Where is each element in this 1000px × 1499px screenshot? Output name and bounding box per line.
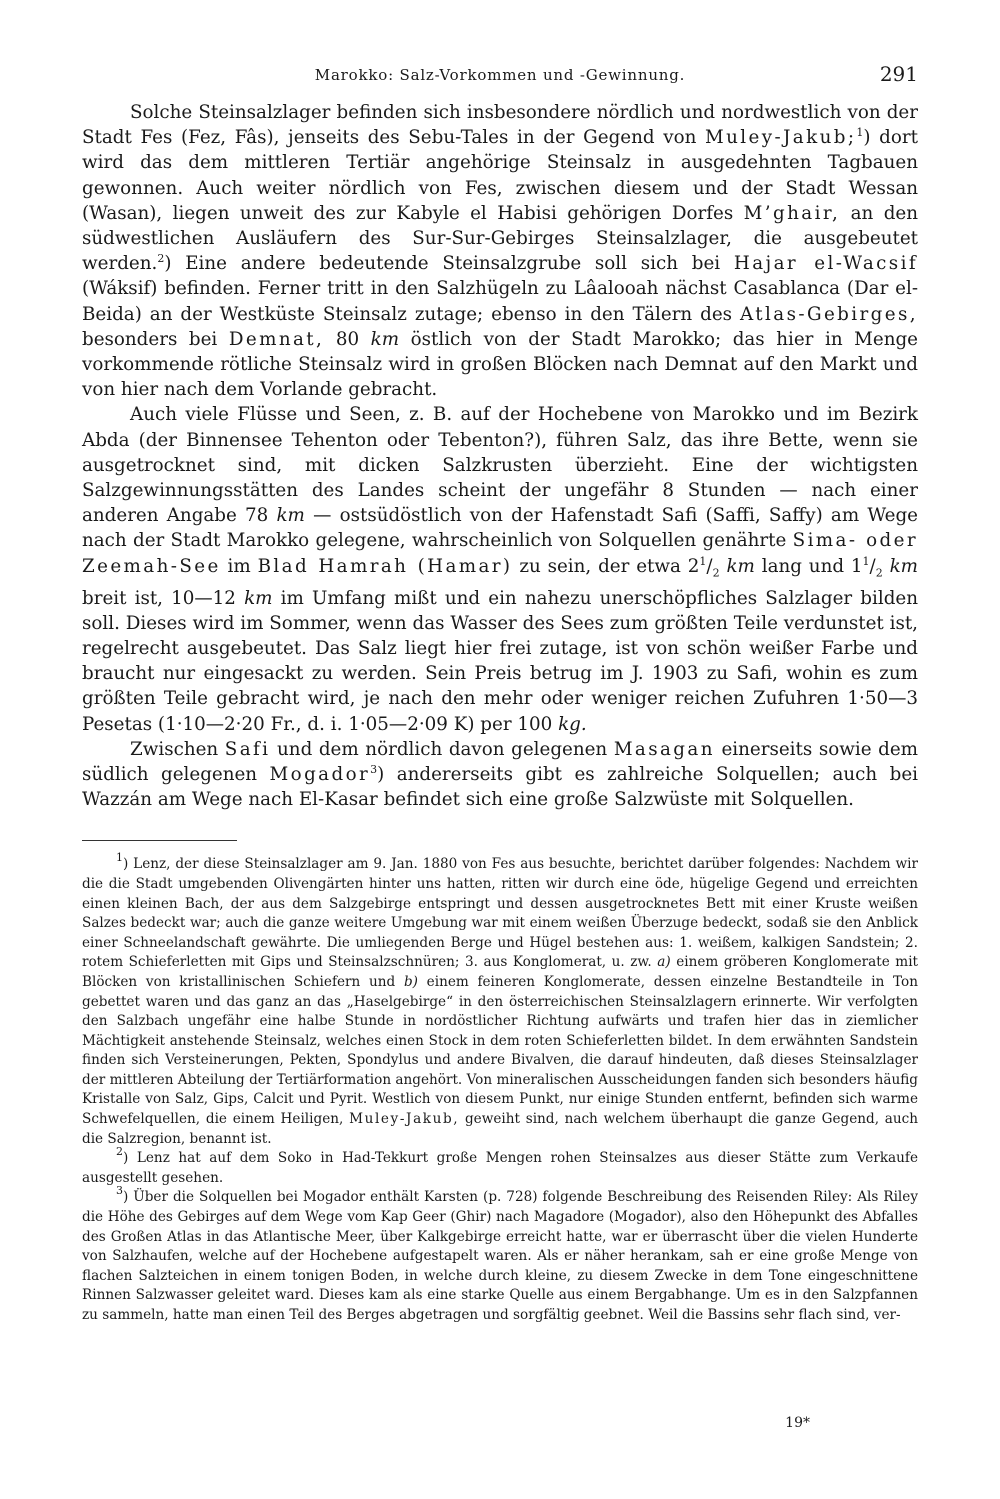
paragraph-2: Auch viele Flüsse und Seen, z. B. auf der Hochebene von Marokko und im Bezirk Abda (der Binnensee Tehenton oder Tebenton?), führen Salz, das ihre Bette, wenn sie ausgetrocknet sind, mit dicken Salzkrusten überzieht. Eine der wichtigsten Salzgewinnungsstätten des Landes scheint der ungefähr 8 Stunden — nach einer anderen Angabe 78 km — ostsüdöstlich von der Hafenstadt Safi (Saffi, Saffy) am Wege nach der Stadt Marokko gelegene, wahrscheinlich von Solquellen genährte Sima- oder Zeemah-See im Blad Hamrah (Hamar) zu sein, der etwa $2^1/_2$ km lang und $1^1/_2$ km breit ist, 10—12 km im Umfang mißt und ein nahezu unerschöpfliches Salzlager bilden soll. Dieses wird im Sommer, wenn das Wasser des Sees zum größten Teile verdunstet ist, regelrecht ausgebeutet. Das Salz liegt hier frei zutage, ist von schön weißer Farbe und braucht nur eingesackt zu werden. Sein Preis betrug im J. 1903 zu Safi, wohin es zum größten Teile gebracht wird, je nach den mehr oder weniger reichen Zufuhren 1·50—3 Pesetas (1·10—2·20 Fr., d. i. 1·05—2·09 K) per 100 kg. [82, 404, 918, 735]
footnote-divider [82, 840, 237, 841]
footnote-ref-3[interactable]: 3 [370, 762, 378, 776]
footnote-ref-2[interactable]: 2 [157, 252, 165, 266]
footnotes [82, 851, 919, 1325]
footnote-3: $^3$) Über die Solquellen bei Mogador enthält Karsten (p. 728) folgende Beschreibung des Reisenden Riley: Als Riley die Höhe des Gebirges auf dem Wege vom Kap Geer (Ghir) nach Magadore (Mogador), also den Höhepunkt des Abfalles des Großen Atlas in das Atlantische Meer, über Kalkgebirge erreicht hatte, war er überrascht über die vielen Hunderte von Salzhaufen, welche auf der Hochebene aufgestapelt waren. Als er näher herankam, sah er eine große Menge von flachen Salzteichen in einem tonigen Boden, in welche durch kleine, zu diesem Zwecke in dem Tone eingeschnittene Rinnen Salzwasser geleitet ward. Dieses kam als eine starke Quelle aus einem Bergabhange. Um es in den Salzpfannen zu sammeln, hatte man einen Teil des Berges abgetragen und sorgfältig geebnet. Weil die Bassins sehr flach sind, ver- [82, 1184, 918, 1323]
paragraph-1: Solche Steinsalzlager befinden sich insbesondere nördlich und nordwestlich von der Stadt Fes (Fez, Fâs), jenseits des Sebu-Tales in der Gegend von Muley-Jakub;$^1$) dort wird das dem mittleren Tertiär angehörige Steinsalz in ausgedehnten Tagbauen gewonnen. Auch weiter nördlich von Fes, zwischen diesem und der Stadt Wessan (Wasan), liegen unweit des zur Kabyle el Habisi gehörigen Dorfes M’ghair, an den südwestlichen Ausläufern des Sur-Sur-Gebirges Steinsalzlager, die ausgebeutet werden.$^2$) Eine andere bedeutende Steinsalzgrube soll sich bei Hajar el-Wacsif (Wáksif) befinden. Ferner tritt in den Salzhügeln zu Lâalooah nächst Casablanca (Dar el-Beida) an der Westküste Steinsalz zutage; ebenso in den Tälern des Atlas-Gebirges, besonders bei Demnat, 80 km östlich von der Stadt Marokko; das hier in Menge vorkommende rötliche Steinsalz wird in großen Blöcken nach Demnat auf den Markt und von hier nach dem Vorlande gebracht. [82, 102, 918, 401]
signature-mark: 19* [785, 1415, 810, 1431]
page-number: 291 [879, 62, 918, 86]
footnote-ref-1[interactable]: 1 [856, 126, 864, 140]
footnote-1: $^1$) Lenz, der diese Steinsalzlager am 9. Jan. 1880 von Fes aus besuchte, berichtet darüber folgendes: Nachdem wir die die Stadt umgebenden Olivengärten hinter uns hatten, ritten wir durch eine öde, hügelige Gegend und erreichten einen kleinen Bach, der aus dem Salzgebirge entspringt und dessen ausgetrocknetes Bett mit einer Kruste weißen Salzes bedeckt war; auch die ganze weitere Umgebung war mit einem weißen Überzuge bedeckt, sodaß sie den Anblick einer Schneelandschaft gewährte. Die umliegenden Berge und Hügel bestehen aus: 1. weißem, kalkigen Sandstein; 2. rotem Schieferletten mit Gips und Steinsalzschnüren; 3. aus Konglomerat, u. zw. a) einem gröberen Konglomerate mit Blöcken von kristallinischen Schiefern und b) einem feineren Konglomerate, dessen einzelne Bestandteile in Ton gebettet waren und das ganz an das „Haselgebirge“ in den österreichischen Steinsalzlagern erinnerte. Wir verfolgten den Salzbach ungefähr eine halbe Stunde in nordöstlicher Richtung aufwärts und trafen hier das in ziemlicher Mächtigkeit anstehende Steinsalz, welches einen Stock in dem roten Schieferletten bildet. In dem erwähnten Sandstein finden sich Versteinerungen, Pekten, Spondylus und andere Bivalven, die darauf hindeuten, daß dieses Steinsalzlager der mittleren Abteilung der Tertiärformation angehört. Von mineralischen Ausscheidungen fanden sich besonders häufig Kristalle von Salz, Gips, Calcit und Pyrit. Westlich von diesem Punkt, nur einige Stunden entfernt, befinden sich warme Schwefelquellen, die einem Heiligen, Muley-Jakub, geweiht sind, nach welchem überhaupt die ganze Gegend, auch die Salzregion, benannt ist. [82, 851, 919, 1147]
footnote-2: $^2$) Lenz hat auf dem Soko in Had-Tekkurt große Mengen rohen Steinsalzes aus dieser Stätte zum Verkaufe ausgestellt gesehen. [82, 1145, 918, 1186]
running-title: Marokko: Salz-Vorkommen und -Gewinnung. [314, 66, 686, 84]
main-text [82, 100, 918, 812]
paragraph-3: Zwischen Safi und dem nördlich davon gelegenen Masagan einerseits sowie dem südlich gelegenen Mogador$^3$) andererseits gibt es zahlreiche Solquellen; auch bei Wazzán am Wege nach El-Kasar befindet sich eine große Salzwüste mit Solquellen. [82, 738, 919, 811]
page-header [82, 60, 918, 100]
